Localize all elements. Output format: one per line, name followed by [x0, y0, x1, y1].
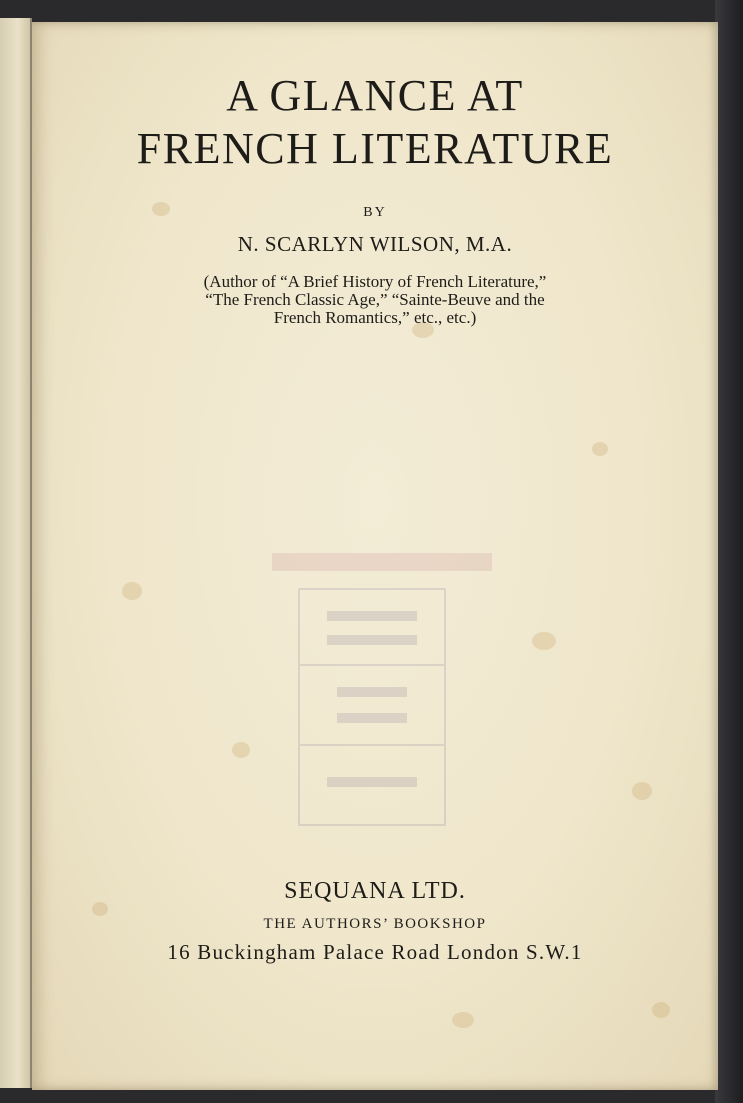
faded-library-date-stamp [297, 587, 447, 827]
author-credits-line-2: “The French Classic Age,” “Sainte-Beuve and the [205, 290, 545, 309]
foxing-spot [452, 1012, 474, 1028]
foxing-spot [122, 582, 142, 600]
author-name: N. SCARLYN WILSON, M.A. [237, 232, 513, 256]
foxing-spot [532, 632, 556, 650]
faded-library-stamp-text [262, 547, 502, 577]
book-title-line-1: A GLANCE AT [226, 71, 524, 120]
publisher-address: 16 Buckingham Palace Road London S.W.1 [167, 940, 583, 964]
previous-page-edge [0, 18, 32, 1088]
book-title-line-2: FRENCH LITERATURE [136, 124, 614, 173]
byline-label: BY [363, 205, 387, 220]
book-cover-edge [715, 0, 743, 1103]
foxing-spot [232, 742, 250, 758]
foxing-spot [652, 1002, 670, 1018]
publisher-bookshop: THE AUTHORS’ BOOKSHOP [263, 916, 487, 932]
publisher-name: SEQUANA LTD. [284, 878, 466, 904]
author-credits-line-1: (Author of “A Brief History of French Literature,” [203, 272, 547, 291]
foxing-spot [592, 442, 608, 456]
foxing-spot [632, 782, 652, 800]
author-credits-line-3: French Romantics,” etc., etc.) [273, 308, 477, 327]
title-page [32, 22, 718, 1090]
